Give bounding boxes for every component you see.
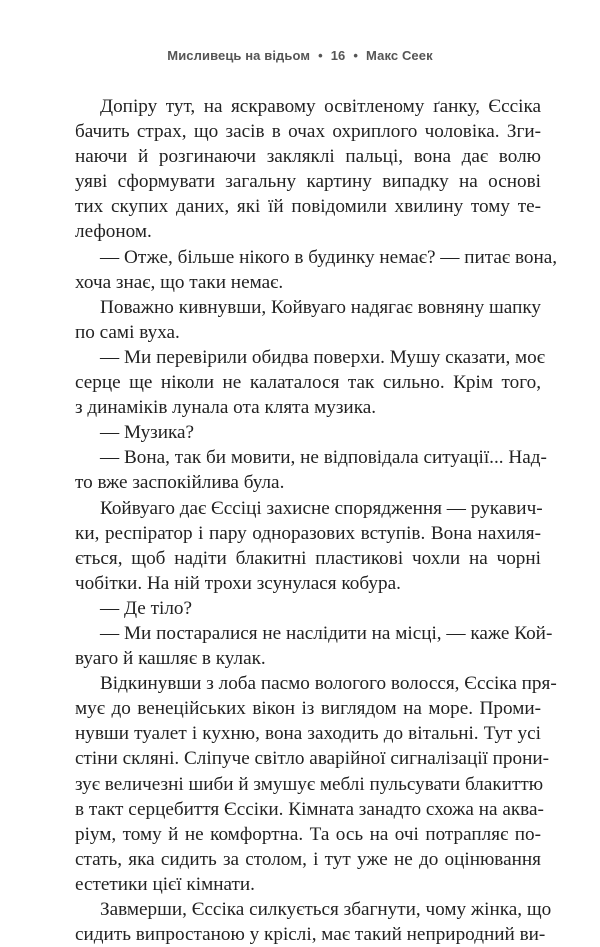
text-line: мує до венеційських вікон із виглядом на море. Проми- xyxy=(75,698,541,720)
running-header xyxy=(0,48,600,63)
text-line: по самі вуха. xyxy=(75,321,180,343)
page-body-text xyxy=(75,94,558,947)
text-line: чобітки. На ній трохи зсунулася кобура. xyxy=(75,572,401,594)
text-line: Завмерши, Єссіка силкується збагнути, чому жінка, що xyxy=(100,899,552,920)
separator: • xyxy=(318,48,323,63)
text-line: уяві сформувати загальну картину випадку на основі xyxy=(75,171,541,193)
text-line: — Вона, так би мовити, не відповідала ситуації... Над- xyxy=(100,447,547,469)
text-line: в такт серцебиття Єссіки. Кімната занадто схожа на аква- xyxy=(75,798,544,820)
text-line: ки, респіратор і пару одноразових вступів. Вона нахиля- xyxy=(75,522,541,544)
text-line: Поважно кивнувши, Койвуаго надягає вовняну шапку xyxy=(100,296,541,318)
text-line: Допіру тут, на яскравому освітленому ґанку, Єссіка xyxy=(100,96,541,117)
text-line: — Отже, більше нікого в будинку немає? — питає вона, xyxy=(100,246,558,268)
text-line: тих скупих даних, які їй повідомили хвилину тому те- xyxy=(75,196,541,218)
text-line: з динаміків лунала ота клята музика. xyxy=(75,397,377,419)
separator: • xyxy=(353,48,359,63)
text-line: сидить випростаною у кріслі, має такий неприродний ви- xyxy=(75,924,546,946)
text-line: стать, яка сидить за столом, і тут уже не до оцінювання xyxy=(75,848,541,870)
text-line: нувши туалет і кухню, вона заходить до вітальні. Тут усі xyxy=(75,723,541,745)
text-line: — Де тіло? xyxy=(100,597,193,619)
text-line: — Ми перевірили обидва поверхи. Мушу сказати, моє xyxy=(100,346,546,368)
text-line: ріум, тому й не комфортна. Та ось на очі потрапляє по- xyxy=(75,823,541,845)
text-line: хоча знає, що таки немає. xyxy=(75,271,284,293)
text-line: вуаго й кашляє в кулак. xyxy=(75,648,266,670)
text-line: — Музика? xyxy=(100,422,195,444)
text-line: зує величезні шиби й змушує меблі пульсувати блакиттю xyxy=(75,773,544,795)
book-title: Мисливець на відьом xyxy=(167,48,311,63)
page-number: 16 xyxy=(330,48,346,63)
text-line: стіни скляні. Сліпуче світло аварійної сигналізації прони- xyxy=(75,748,550,770)
text-line: бачить страх, що засів в очах охриплого чоловіка. Зги- xyxy=(75,121,541,143)
text-line: естетики цієї кімнати. xyxy=(75,873,255,895)
author-name: Макс Сеек xyxy=(366,48,433,63)
text-line: Койвуаго дає Єссіці захисне спорядження — рукавич- xyxy=(100,497,543,519)
text-line: Відкинувши з лоба пасмо вологого волосся, Єссіка пря- xyxy=(100,673,557,695)
text-line: лефоном. xyxy=(75,221,152,243)
text-line: наючи й розгинаючи закляклі пальці, вона дає волю xyxy=(75,146,541,168)
text-line: — Ми постаралися не наслідити на місці, — каже Кой- xyxy=(100,622,553,644)
text-line: то вже заспокійлива була. xyxy=(75,472,285,494)
text-line: ється, щоб надіти блакитні пластикові чохли на чорні xyxy=(75,547,541,569)
text-line: серце ще ніколи не калаталося так сильно. Крім того, xyxy=(75,372,541,394)
